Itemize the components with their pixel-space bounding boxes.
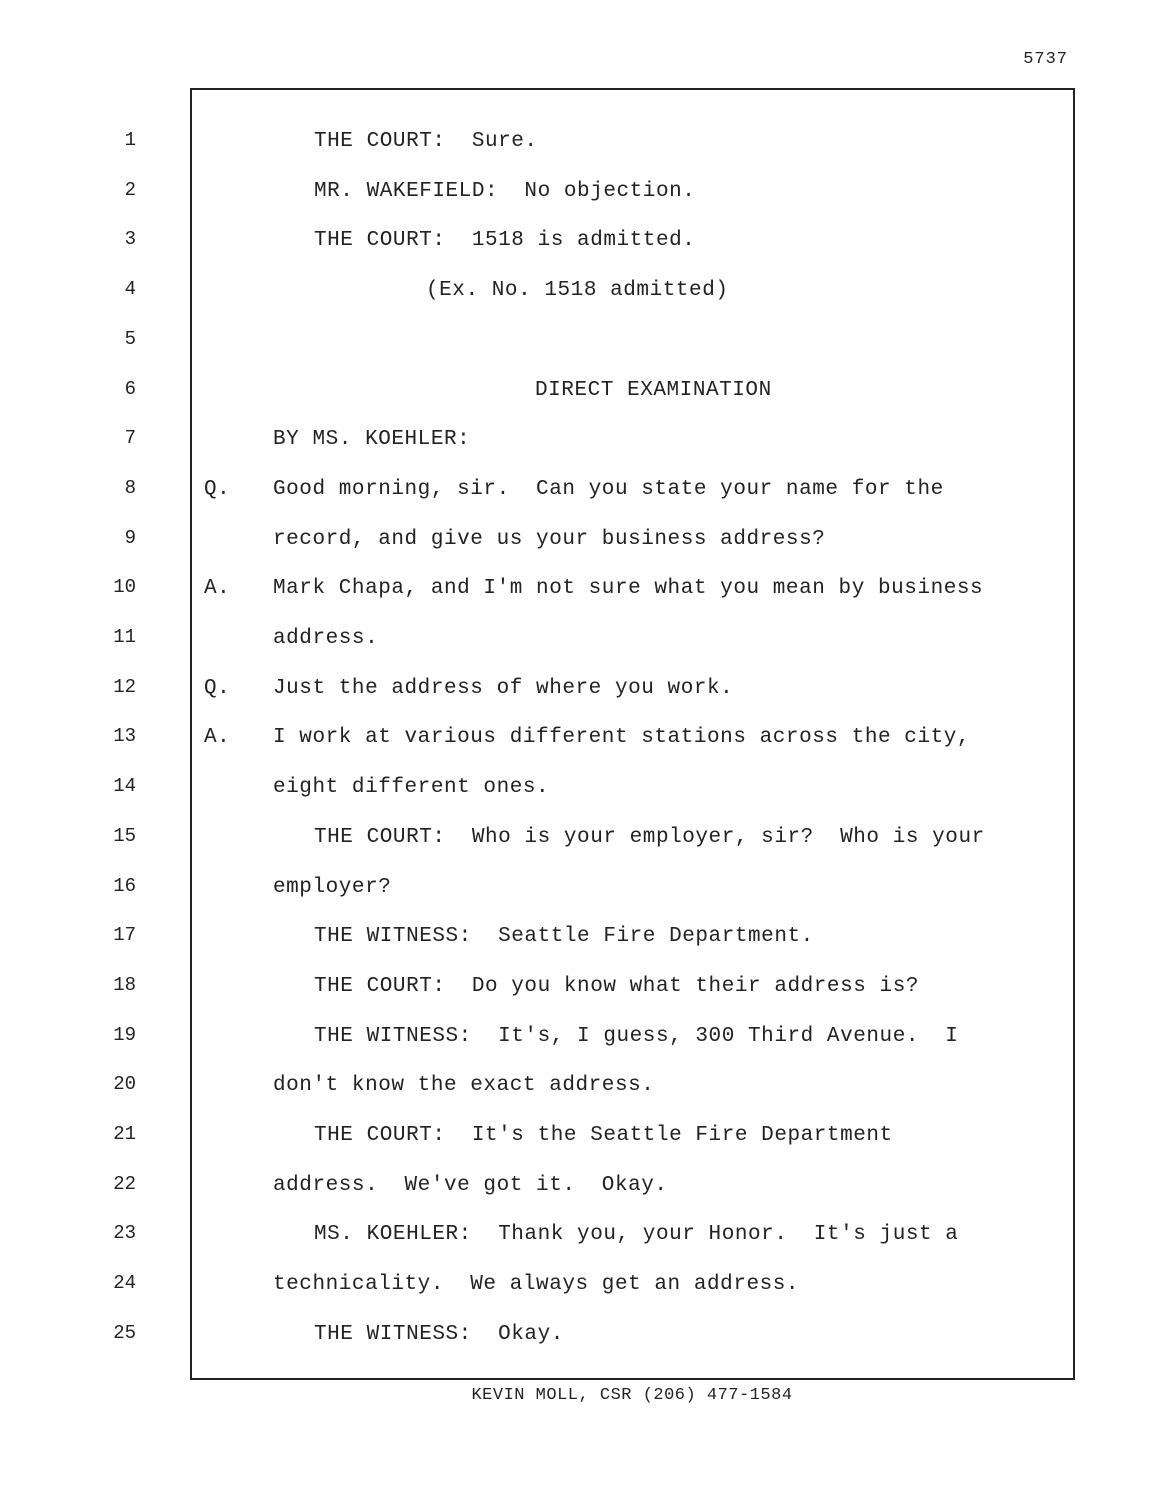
line-number: 8 — [124, 476, 136, 499]
transcript-text: THE WITNESS: Seattle Fire Department. — [314, 925, 814, 949]
transcript-text: MR. WAKEFIELD: No objection. — [314, 179, 696, 203]
transcript-line — [192, 1323, 1072, 1347]
reporter-footer: KEVIN MOLL, CSR (206) 477-1584 — [471, 1386, 793, 1405]
transcript-text: THE WITNESS: It's, I guess, 300 Third Avenue. I — [314, 1024, 959, 1048]
transcript-line — [192, 1223, 1072, 1247]
qa-marker: A. — [204, 577, 231, 601]
transcript-text: record, and give us your business address? — [273, 527, 826, 551]
transcript-line — [192, 975, 1072, 999]
transcript-line — [192, 876, 1072, 900]
line-number: 4 — [124, 278, 136, 301]
transcript-line — [192, 1025, 1072, 1049]
transcript-text: THE COURT: 1518 is admitted. — [314, 229, 696, 253]
transcript-text: address. We've got it. Okay. — [273, 1173, 668, 1197]
transcript-line — [192, 826, 1072, 850]
transcript-line — [192, 329, 1072, 353]
transcript-text: Mark Chapa, and I'm not sure what you mean by business — [273, 577, 984, 601]
line-number: 10 — [113, 576, 136, 599]
transcript-text: Just the address of where you work. — [273, 676, 734, 700]
transcript-line — [192, 627, 1072, 651]
line-number: 6 — [124, 377, 136, 400]
line-number: 9 — [124, 526, 136, 549]
line-number: 19 — [113, 1023, 136, 1046]
transcript-line — [192, 726, 1072, 750]
line-number: 18 — [113, 973, 136, 996]
line-number: 11 — [113, 626, 136, 648]
transcript-line — [192, 677, 1072, 701]
transcript-text: I work at various different stations across the city, — [273, 726, 971, 750]
line-number: 20 — [113, 1073, 136, 1096]
qa-marker: Q. — [204, 477, 231, 501]
line-number: 7 — [124, 427, 136, 450]
transcript-text: DIRECT EXAMINATION — [535, 378, 772, 402]
transcript-line — [192, 1273, 1072, 1297]
line-number: 14 — [113, 775, 136, 798]
transcript-text: Good morning, sir. Can you state your name for the — [273, 477, 944, 501]
transcript-text: THE COURT: Sure. — [314, 130, 538, 153]
transcript-line — [192, 577, 1072, 601]
line-number: 25 — [113, 1321, 136, 1344]
transcript-line — [192, 379, 1072, 403]
transcript-text: (Ex. No. 1518 admitted) — [426, 279, 729, 303]
line-number: 15 — [113, 824, 136, 847]
line-number: 23 — [113, 1222, 136, 1245]
line-number: 13 — [113, 725, 136, 748]
transcript-text: don't know the exact address. — [273, 1074, 655, 1098]
page-number: 5737 — [1023, 50, 1068, 69]
transcript-text: MS. KOEHLER: Thank you, your Honor. It's just a — [314, 1223, 959, 1247]
transcript-text: THE COURT: Who is your employer, sir? Who is your — [314, 825, 985, 849]
line-number: 2 — [124, 178, 136, 201]
line-number: 16 — [113, 874, 136, 897]
transcript-box — [190, 88, 1075, 1380]
transcript-line — [192, 1074, 1072, 1098]
line-number: 21 — [113, 1123, 136, 1145]
line-number: 5 — [124, 327, 136, 350]
transcript-text: THE COURT: It's the Seattle Fire Department — [314, 1124, 893, 1147]
transcript-line — [192, 925, 1072, 949]
transcript-line — [192, 428, 1072, 452]
line-number: 1 — [124, 129, 136, 151]
transcript-line — [192, 528, 1072, 552]
transcript-line — [192, 279, 1072, 303]
transcript-line — [192, 776, 1072, 800]
transcript-text: employer? — [273, 875, 392, 899]
transcript-line — [192, 1174, 1072, 1198]
line-number: 22 — [113, 1172, 136, 1195]
transcript-line — [192, 229, 1072, 253]
transcript-text: eight different ones. — [273, 776, 550, 800]
line-number: 3 — [124, 228, 136, 251]
line-number: 24 — [113, 1272, 136, 1295]
qa-marker: A. — [204, 726, 231, 750]
transcript-text: technicality. We always get an address. — [273, 1273, 800, 1297]
line-number: 12 — [113, 675, 136, 698]
transcript-text: THE COURT: Do you know what their address is? — [314, 974, 919, 998]
transcript-line — [192, 478, 1072, 502]
transcript-line — [192, 130, 1072, 154]
qa-marker: Q. — [204, 676, 231, 700]
line-number: 17 — [113, 924, 136, 947]
transcript-text: BY MS. KOEHLER: — [273, 428, 471, 452]
transcript-line — [192, 1124, 1072, 1148]
transcript-text: address. — [273, 627, 379, 650]
transcript-line — [192, 180, 1072, 204]
transcript-text: THE WITNESS: Okay. — [314, 1322, 564, 1346]
